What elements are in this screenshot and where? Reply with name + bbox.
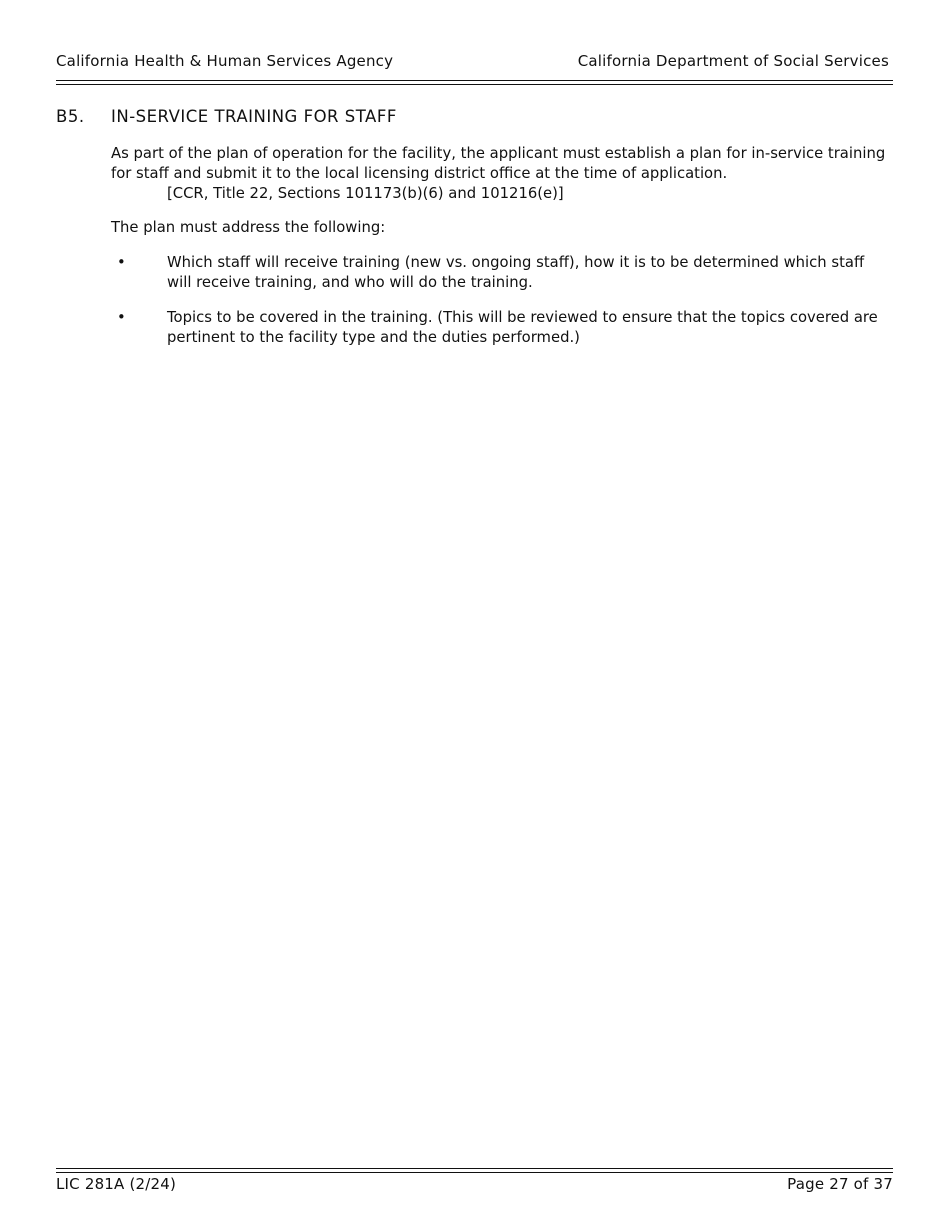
intro-paragraph xyxy=(111,144,891,204)
header-divider xyxy=(56,80,893,85)
regulation-citation: [CCR, Title 22, Sections 101173(b)(6) and 101216(e)] xyxy=(167,185,564,202)
form-number: LIC 281A (2/24) xyxy=(56,1175,177,1193)
requirements-list xyxy=(111,253,891,363)
page-footer xyxy=(56,1175,893,1197)
header-agency: California Health & Human Services Agency xyxy=(56,52,394,70)
footer-divider xyxy=(56,1168,893,1173)
page-header xyxy=(56,52,893,74)
section-title: IN-SERVICE TRAINING FOR STAFF xyxy=(111,107,397,126)
list-item-text: Topics to be covered in the training. (This will be reviewed to ensure that the topics covered are pertinent to the facility type and the duties performed.) xyxy=(167,309,878,346)
bullet-icon: • xyxy=(117,254,126,271)
section-number: B5. xyxy=(56,107,85,126)
list-item xyxy=(111,253,891,293)
page-number: Page 27 of 37 xyxy=(787,1175,893,1193)
lead-paragraph: The plan must address the following: xyxy=(111,219,386,236)
intro-text: As part of the plan of operation for the facility, the applicant must establish a plan for in-service training for staff and submit it to the local licensing district office at the time of application. xyxy=(111,145,886,182)
list-item xyxy=(111,308,891,348)
bullet-icon: • xyxy=(117,309,126,326)
list-item-text: Which staff will receive training (new vs. ongoing staff), how it is to be determined which staff will receive training, and who will do the training. xyxy=(167,254,865,291)
header-department: California Department of Social Services xyxy=(577,52,889,70)
